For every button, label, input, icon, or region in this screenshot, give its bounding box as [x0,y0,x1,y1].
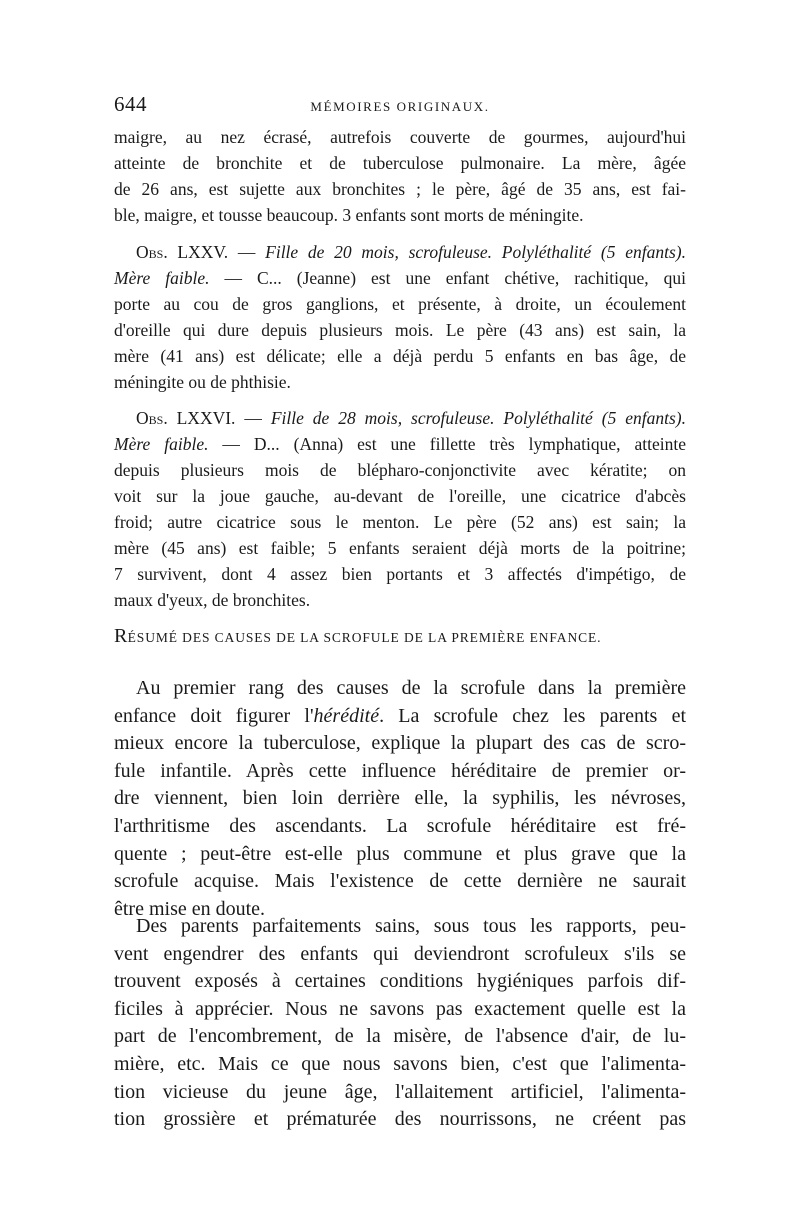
text-line: voit sur la joue gauche, au-devant de l'oreille, une cicatrice d'abcès [114,486,686,506]
observation-label: Obs. LXXV. [136,242,229,262]
page-header [114,92,686,122]
observation-title: Fille de 28 mois, scrofuleuse. Polyléthalité (5 enfants). [270,408,687,428]
text-fragment: enfance doit figurer l' [114,704,314,727]
text-line: depuis plusieurs mois de blépharo-conjonctivite avec kératite; on [114,460,686,480]
dash: — [228,242,266,262]
heredity-paragraph [114,675,686,923]
observation-title-line [114,239,686,265]
text-fragment: . La scrofule chez les parents et [379,704,686,727]
text-line: atteinte de bronchite et de tuberculose pulmonaire. La mère, âgée [114,153,686,173]
text-line: être mise en doute. [114,897,266,920]
text-line: vent engendrer des enfants qui deviendront scrofuleux s'ils se [114,942,686,965]
text-line: 7 survivent, dont 4 assez bien portants et 3 affectés d'impétigo, de [114,564,686,584]
text-line: maux d'yeux, de bronchites. [114,590,311,610]
text-line: ble, maigre, et tousse beaucoup. 3 enfants sont morts de méningite. [114,205,584,225]
text-line: dre viennent, bien loin derrière elle, la syphilis, les névroses, [114,787,686,810]
section-heading [114,625,686,648]
observation-label: Obs. LXXVI. [136,408,236,428]
observation-mother-note: Mère faible. [114,434,209,454]
continuation-paragraph [114,124,686,228]
text-line [114,265,686,291]
emphasis-heredite: hérédité [313,704,380,727]
text-line: fule infantile. Après cette influence héréditaire de premier or- [114,759,686,782]
section-heading-initial: R [114,625,128,647]
text-line [114,431,686,457]
page-number: 644 [114,92,147,116]
observation-75 [114,239,686,395]
observation-76 [114,405,686,613]
text-fragment: Des parents parfaitements sains, sous tous les rapports, peu- [136,915,686,937]
text-line: méningite ou de phthisie. [114,372,291,392]
text-line: mière, etc. Mais ce que nous savons bien, c'est que l'alimenta- [114,1052,686,1075]
text-line [114,913,686,941]
text-line: scrofule acquise. Mais l'existence de cette dernière ne saurait [114,870,686,893]
text-fragment: Au premier rang des causes de la scrofule dans la première [136,677,686,699]
text-line [114,703,686,731]
text-line: maigre, au nez écrasé, autrefois couverte de gourmes, aujourd'hui [114,127,686,147]
text-line: trouvent exposés à certaines conditions hygiéniques parfois dif- [114,970,686,993]
text-line: de 26 ans, est sujette aux bronchites ; le père, âgé de 35 ans, est fai- [114,179,686,199]
text-line: mère (45 ans) est faible; 5 enfants seraient déjà morts de la poitrine; [114,538,686,558]
text-line: ficiles à apprécier. Nous ne savons pas exactement quelle est la [114,997,686,1020]
observation-mother-note: Mère faible. [114,268,210,288]
text-line: d'oreille qui dure depuis plusieurs mois. Le père (43 ans) est sain, la [114,320,686,340]
text-line [114,675,686,703]
parents-paragraph [114,913,686,1134]
running-title: MÉMOIRES ORIGINAUX. [310,99,490,114]
section-heading-text: ÉSUMÉ DES CAUSES DE LA SCROFULE DE LA PREMIÈRE ENFANCE. [127,630,602,645]
text-line: tion vicieuse du jeune âge, l'allaitement artificiel, l'alimenta- [114,1080,686,1103]
observation-title-line [114,405,686,431]
text-line: mieux encore la tuberculose, explique la plupart des cas de scro- [114,732,686,755]
text-fragment: — C... (Jeanne) est une enfant chétive, rachitique, qui [209,268,686,288]
text-fragment: — D... (Anna) est une fillette très lymphatique, atteinte [208,434,686,454]
text-line: l'arthritisme des ascendants. La scrofule héréditaire est fré- [114,814,686,837]
text-line: porte au cou de gros ganglions, et présente, à droite, un écoulement [114,294,686,314]
text-line: mère (41 ans) est délicate; elle a déjà perdu 5 enfants en bas âge, de [114,346,686,366]
text-line: quente ; peut-être est-elle plus commune et plus grave que la [114,842,686,865]
text-line: froid; autre cicatrice sous le menton. Le père (52 ans) est sain; la [114,512,686,532]
dash: — [235,408,271,428]
observation-title: Fille de 20 mois, scrofuleuse. Polyléthalité (5 enfants). [265,242,686,262]
text-line: part de l'encombrement, de la misère, de l'absence d'air, de lu- [114,1025,686,1048]
text-line: tion grossière et prématurée des nourrissons, ne créent pas [114,1108,686,1131]
